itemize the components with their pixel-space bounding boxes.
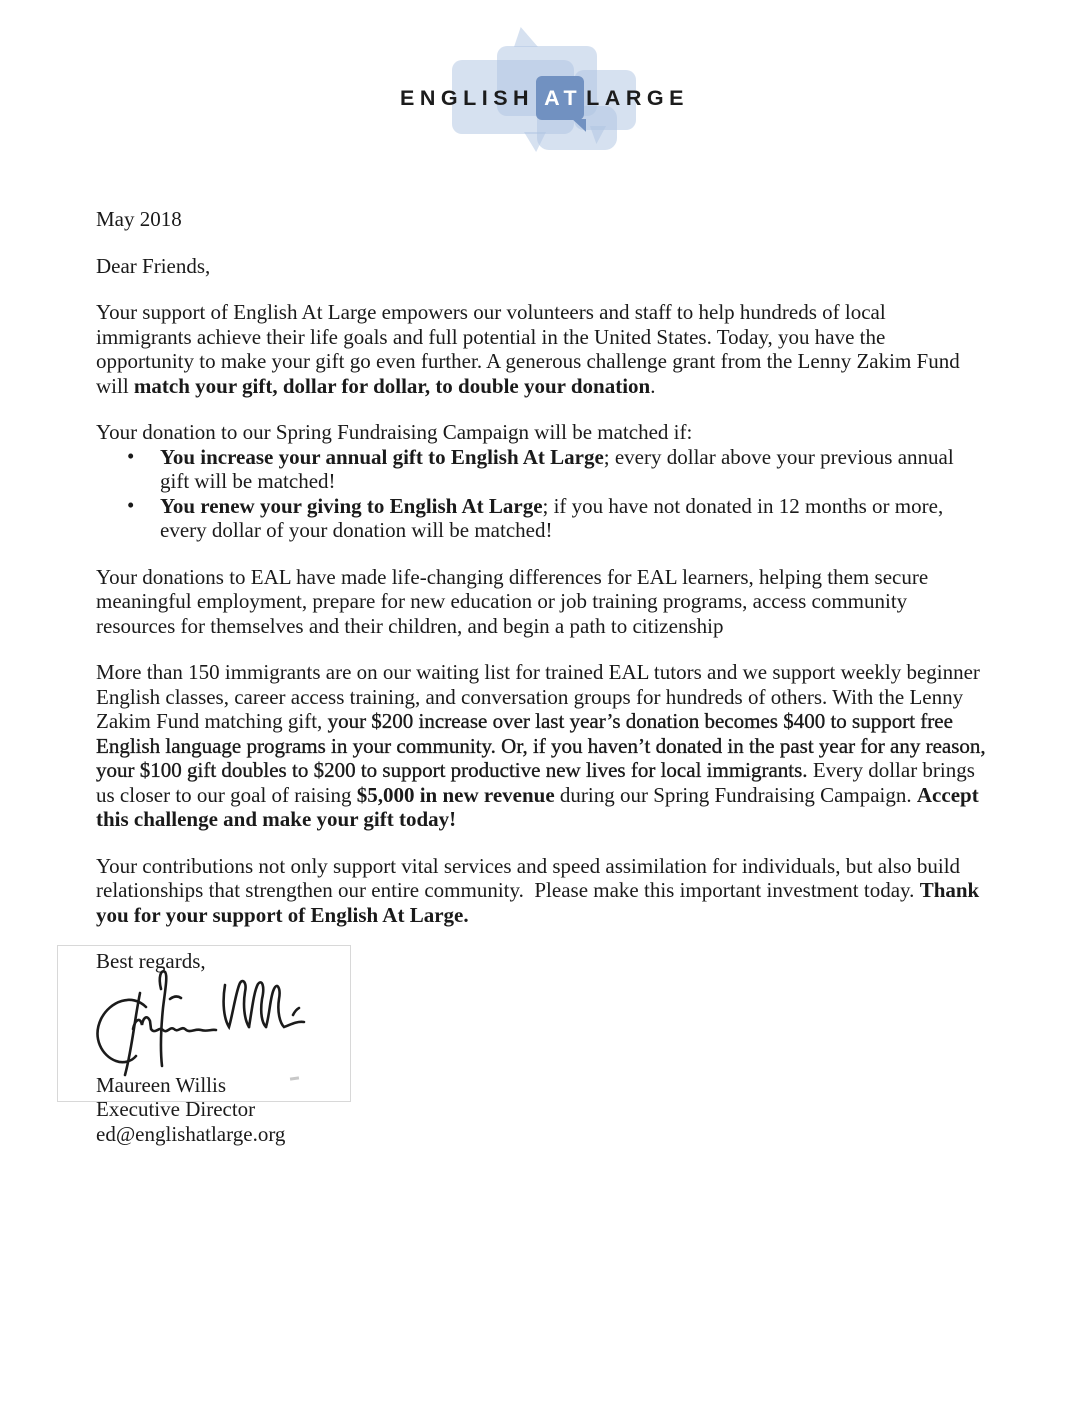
signer-title: Executive Director [96,1097,256,1121]
eal-logo [394,26,694,156]
bullet-marker-icon: • [127,492,135,517]
signer-email: ed@englishatlarge.org [96,1121,286,1146]
letter-date: May 2018 [96,207,182,231]
speech-bubble-tail-icon [514,27,538,47]
logo-word-english: ENGLISH [400,85,535,110]
bullet-marker-icon: • [127,443,135,468]
letter-body [96,300,991,927]
text: ; if you have not donated in 12 months or more, every dollar of your donation will be matched! [160,493,949,542]
text: Every dollar brings us closer to our goal of raising [96,758,981,807]
bold-text: match your gift, dollar for dollar, to double your donation [133,373,651,398]
bold-text: You increase your annual gift to English At Large [160,444,604,469]
bullet-list [96,445,986,543]
logo-wordmark [400,76,689,120]
logo-word-large: LARGE [586,85,689,110]
closing: Best regards, [96,949,206,973]
bold-text: Thank you for your support of English At Large. [96,878,985,927]
bullet-item [96,445,986,494]
paragraph [96,854,986,928]
logo-at-tile [536,76,584,120]
signer-name: Maureen Willis [96,1072,226,1097]
signature [72,963,312,1081]
paragraph [96,300,986,398]
signer-block [96,1073,986,1147]
text: More than 150 immigrants are on our waiting list for trained EAL tutors and we support weekly beginner English classes, career access training, and conversation groups for hundreds of others. With the Lenny Zakim Fund matching gift, [96,660,986,733]
logo-word-at: AT [544,85,583,110]
paragraph [96,660,991,832]
text: your $200 increase over last year’s donation becomes $400 to support free English language programs in your community. Or, if you haven’t donated in the past year for any reason, your $100 gift doubles to $200 to support productive new lives for local immigrants. [96,709,991,782]
text: Your contributions not only support vital services and speed assimilation for individuals, but also build relationships that strengthen our entire community. Please make this important investment today. [96,853,966,902]
bold-text: You renew your giving to English At Large [160,493,543,518]
paragraph [96,420,986,445]
text: Your donation to our Spring Fundraising Campaign will be matched if: [96,420,693,444]
salutation: Dear Friends, [96,253,211,278]
bold-text: $5,000 in new revenue [356,782,555,807]
text: . [650,373,656,398]
text: during our Spring Fundraising Campaign. [554,782,917,807]
bold-text: Accept this challenge and make your gift today! [96,782,984,831]
paragraph [96,565,986,639]
text: Your support of English At Large empowers our volunteers and staff to help hundreds of local immigrants achieve their life goals and full potential in the United States. Today, you have the opportunity to make your gift go even further. A generous challenge grant from the Lenny Zakim Fund will [96,300,965,398]
bullet-item [96,494,986,543]
text: ; every dollar above your previous annual gift will be matched! [160,444,959,493]
text: Your donations to EAL have made life-changing differences for EAL learners, helping them secure meaningful employment, prepare for new education or job training programs, access community resources for themselves and their children, and begin a path to citizenship [96,564,934,638]
